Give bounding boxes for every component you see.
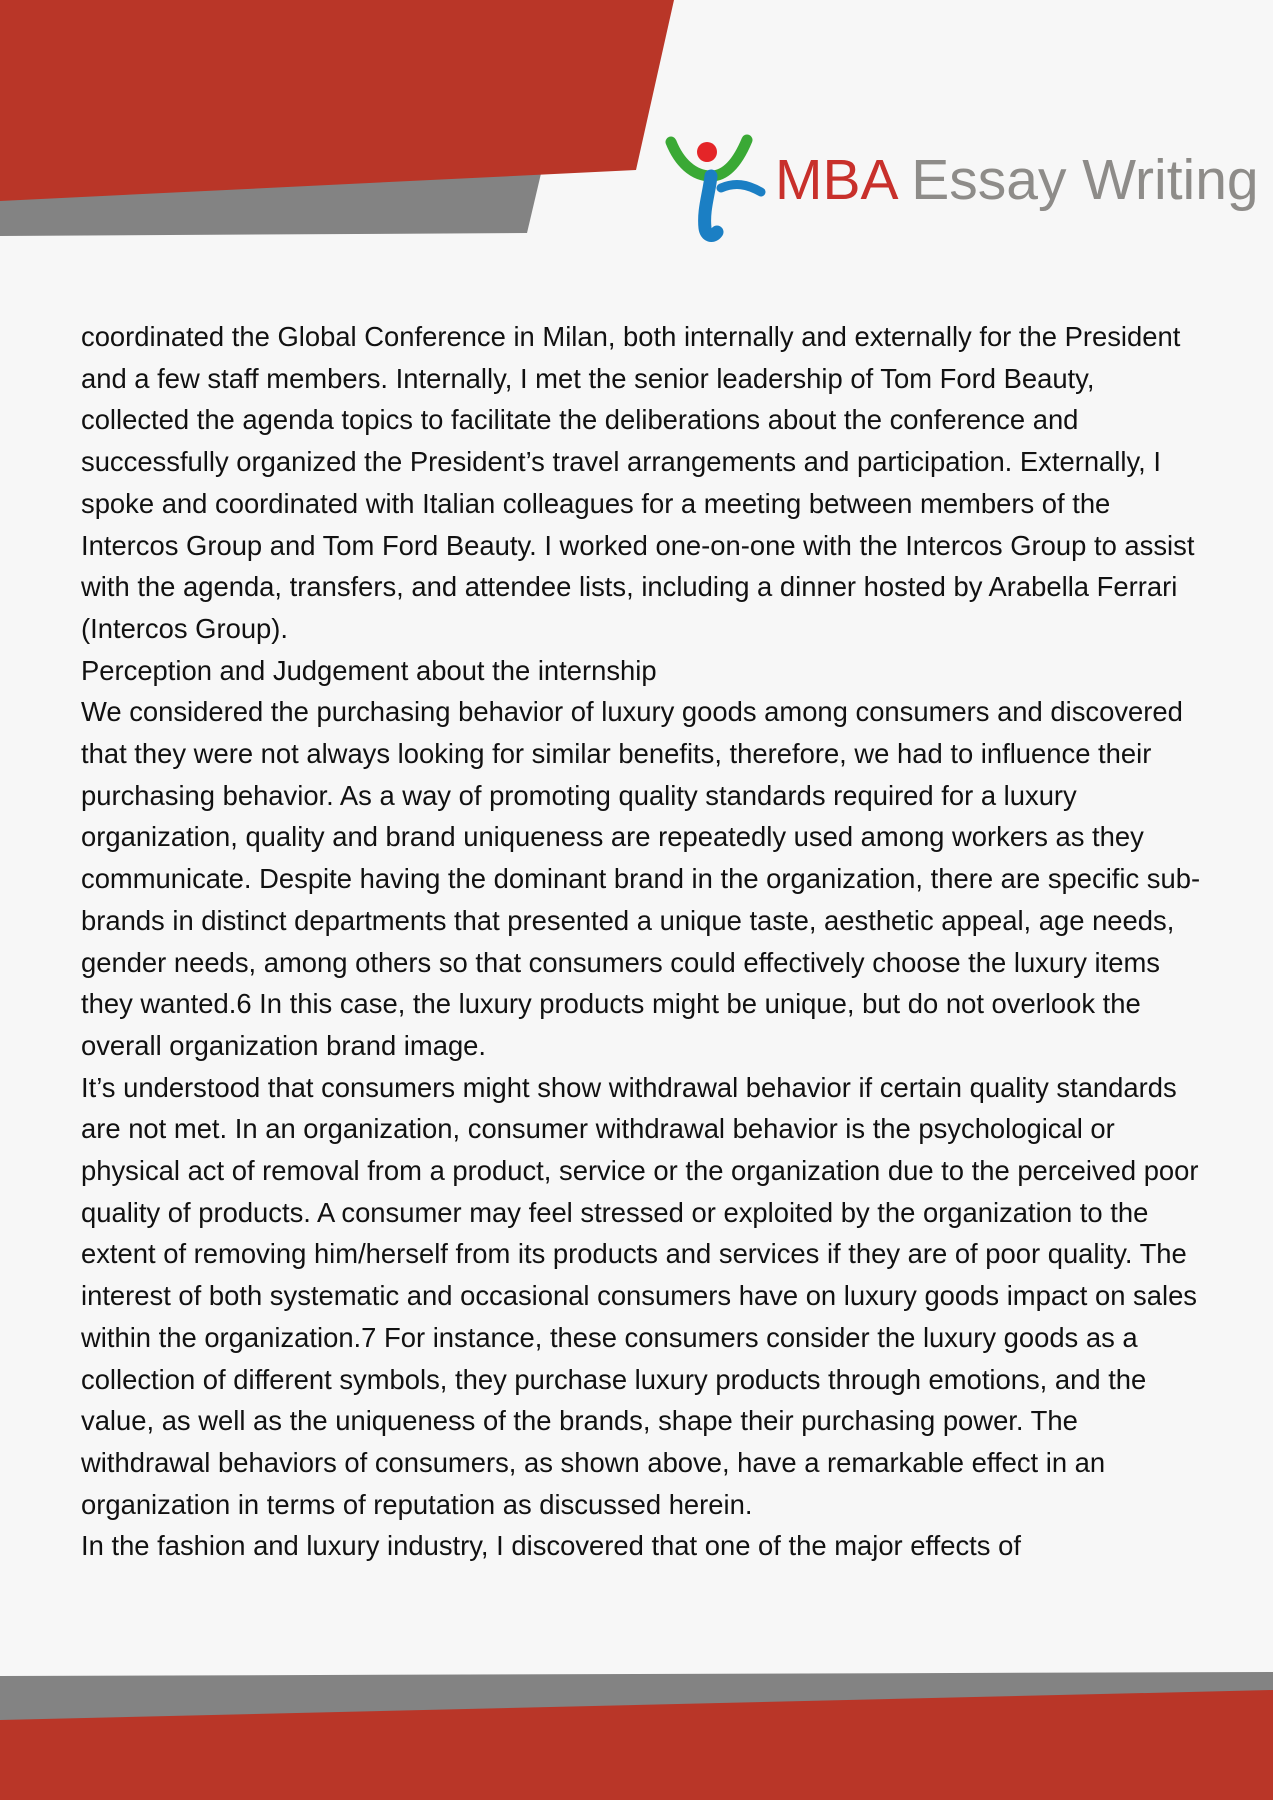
paragraph-purchasing-behavior: We considered the purchasing behavior of luxury goods among consumers and discovered that they were not always looking for similar benefits, therefore, we had to influence their purchasing behavior. As a way of promoting quality standards required for a luxury organization, quality and brand uniqueness are repeatedly used among workers as they communicate. Despite having the dominant brand in the organization, there are specific sub-brands in distinct departments that presented a unique taste, aesthetic appeal, age needs, gender needs, among others so that consumers could effectively choose the luxury items they wanted.6 In this case, the luxury products might be unique, but do not overlook the overall organization brand image. — [81, 696, 1201, 1061]
logo-text-essay-writing: Essay Writing — [911, 148, 1259, 212]
logo-text-mba: MBA — [775, 148, 896, 212]
document-body — [81, 316, 1201, 1567]
paragraph-withdrawal-behavior: It’s understood that consumers might show withdrawal behavior if certain quality standards are not met. In an organization, consumer withdrawal behavior is the psychological or physical act of removal from a product, service or the organization due to the perceived poor quality of products. A consumer may feel stressed or exploited by the organization to the extent of removing him/herself from its products and services if they are of poor quality. The interest of both systematic and occasional consumers have on luxury goods impact on sales within the organization.7 For instance, these consumers consider the luxury goods as a collection of different symbols, they purchase luxury products through emotions, and the value, as well as the uniqueness of the brands, shape their purchasing power. The withdrawal behaviors of consumers, as shown above, have a remarkable effect in an organization in terms of reputation as discussed herein. — [81, 1071, 1199, 1520]
paragraph-fashion-industry: In the fashion and luxury industry, I discovered that one of the major effects of — [81, 1530, 1021, 1562]
brand-logo[interactable] — [665, 132, 1265, 242]
logo-wordmark — [775, 148, 1259, 212]
footer-decoration — [0, 1660, 1273, 1800]
person-figure-logo-icon — [665, 132, 770, 242]
header-red-shape — [0, 0, 674, 201]
section-heading-perception: Perception and Judgement about the internship — [81, 654, 657, 686]
paragraph-conference: coordinated the Global Conference in Milan, both internally and externally for the President and a few staff members. Internally, I met the senior leadership of Tom Ford Beauty, collected the agenda topics to facilitate the deliberations about the conference and successfully organized the President’s travel arrangements and participation. Externally, I spoke and coordinated with Italian colleagues for a meeting between members of the Intercos Group and Tom Ford Beauty. I worked one-on-one with the Intercos Group to assist with the agenda, transfers, and attendee lists, including a dinner hosted by Arabella Ferrari (Intercos Group). — [81, 321, 1195, 644]
